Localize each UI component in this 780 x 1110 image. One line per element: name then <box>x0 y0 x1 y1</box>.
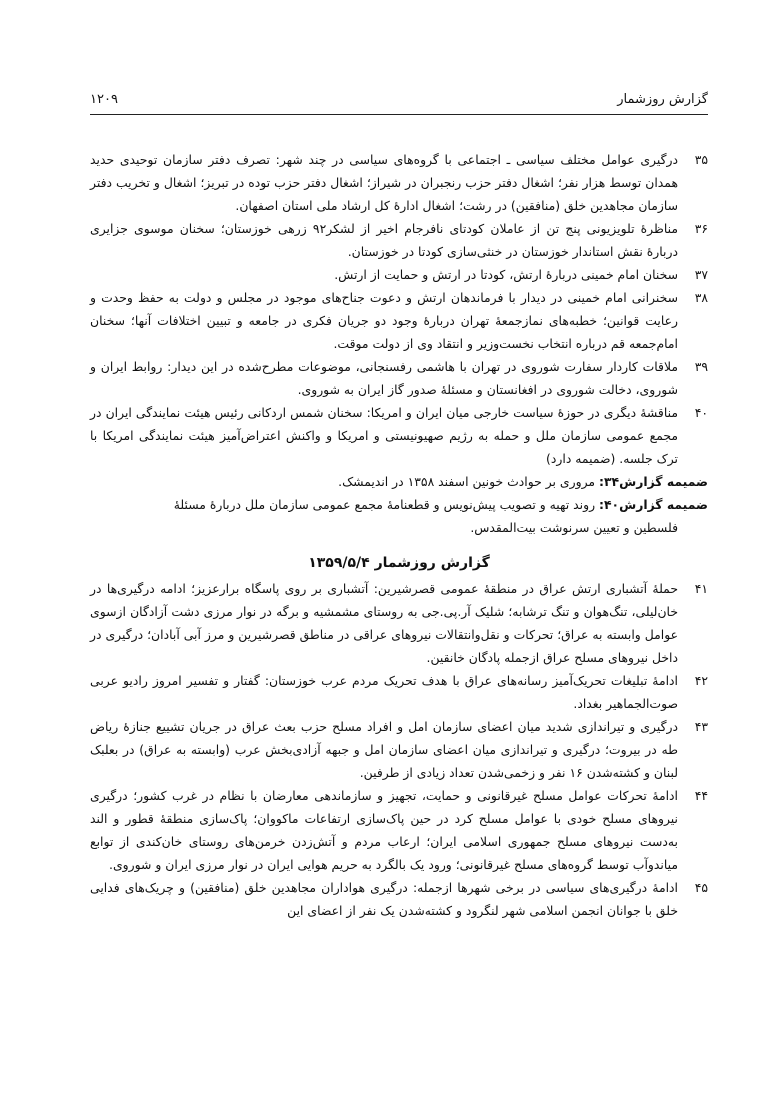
entry-text: ادامهٔ درگیری‌های سیاسی در برخی شهرها ازجمله: درگیری هواداران مجاهدین خلق (منافقین) و چریک‌های فدایی خلق با جوانان انجمن اسلامی شهر لنگرود و کشته‌شدن یک نفر از اعضای این <box>90 880 678 918</box>
list-item <box>90 148 708 217</box>
entry-number: ۴۳ <box>694 719 708 734</box>
entry-number: ۳۶ <box>694 221 708 236</box>
entry-text: مناظرهٔ تلویزیونی پنج تن از عاملان کودتای نافرجام اخیر از لشکر۹۲ زرهی خوزستان؛ سخنان موسوی جزایری دربارهٔ نقش استاندار خوزستان در خنثی‌سازی کودتا در خوزستان. <box>90 221 679 259</box>
running-header <box>90 92 708 112</box>
entry-text: درگیری عوامل مختلف سیاسی ـ اجتماعی با گروه‌های سیاسی در چند شهر: تصرف دفتر سازمان توحیدی حدید همدان توسط هزار نفر؛ اشغال دفتر حزب رنجبران در شیراز؛ اشغال دفتر حزب توده در تبریز؛ اشغال و تخریب دفتر سازمان مجاهدین خلق (منافقین) در رشت؛ اشغال ادارهٔ کل ارشاد ملی استان اصفهان. <box>90 152 678 213</box>
entry-number: ۴۰ <box>694 405 708 420</box>
entry-number: ۴۲ <box>694 673 708 688</box>
list-item <box>90 577 708 669</box>
entry-number: ۴۱ <box>694 581 708 596</box>
entry-text: ادامهٔ تحرکات عوامل مسلح غیرقانونی و حمایت، تجهیز و سازماندهی معارضان با نظام در غرب کشور؛ درگیری نیروهای مسلح خودی با عوامل مسلح کرد در حین پاک‌سازی ارتفاعات ماکووان؛ پاک‌سازی منطقهٔ قطور و الند به‌دست نیروهای مسلح جمهوری اسلامی ایران؛ ارعاب مردم و آتش‌زدن خرمن‌های روستای خان‌کندی از توابع میاندوآب توسط گروه‌های مسلح غیرقانونی؛ ورود یک بالگرد به حریم هوایی ایران در نوار مرزی ایران و شوروی. <box>90 788 678 872</box>
annex-label: ضمیمه گزارش۴۰: <box>599 497 708 512</box>
entry-number: ۴۵ <box>694 880 708 895</box>
entry-number: ۳۵ <box>694 152 708 167</box>
list-item <box>90 217 708 263</box>
list-item <box>90 876 708 922</box>
entry-text: ملاقات کاردار سفارت شوروی در تهران با هاشمی رفسنجانی، موضوعات مطرح‌شده در این دیدار: روابط ایران و شوروی، دخالت شوروی در افغانستان و مسئلهٔ صدور گاز ایران به شوروی. <box>90 359 678 397</box>
entry-list <box>90 577 708 922</box>
entry-list <box>90 148 708 470</box>
list-item <box>90 715 708 784</box>
annex-note <box>90 470 708 493</box>
list-item <box>90 669 708 715</box>
annex-note <box>90 493 708 539</box>
entry-text: سخنرانی امام خمینی در دیدار با فرماندهان ارتش و دعوت جناح‌های موجود در مجلس و دولت به حفظ وحدت و رعایت قوانین؛ خطبه‌های نمازجمعهٔ تهران دربارهٔ وجود دو جریان فکری در جامعه و تبیین اختلافات آنها؛ سخنان امام‌جمعه قم درباره انتخاب نخست‌وزیر و انتقاد وی از دولت موقت. <box>90 290 678 351</box>
entry-number: ۳۷ <box>694 267 708 282</box>
running-title: گزارش روزشمار <box>617 92 708 107</box>
list-item <box>90 401 708 470</box>
page-body <box>90 148 708 922</box>
entry-number: ۳۸ <box>694 290 708 305</box>
list-item <box>90 263 708 286</box>
annex-text: مروری بر حوادث خونین اسفند ۱۳۵۸ در اندیمشک. <box>338 474 596 489</box>
entry-number: ۳۹ <box>694 359 708 374</box>
section-title: گزارش روزشمار ۱۳۵۹/۵/۴ <box>308 555 490 571</box>
list-item <box>90 355 708 401</box>
entry-number: ۴۴ <box>694 788 708 803</box>
page-number: ۱۲۰۹ <box>90 92 118 107</box>
entry-text: مناقشهٔ دیگری در حوزهٔ سیاست خارجی میان ایران و امریکا: سخنان شمس اردکانی رئیس هیئت نمایندگی ایران در مجمع عمومی سازمان ملل و حمله به رژیم صهیونیستی و امریکا و واکنش اعتراض‌آمیز هیئت نمایندگی امریکا با ترک جلسه. (ضمیمه دارد) <box>90 405 678 466</box>
annex-text-continued: فلسطین و تعیین سرنوشت بیت‌المقدس. <box>470 520 678 535</box>
list-item <box>90 286 708 355</box>
entry-text: درگیری و تیراندازی شدید میان اعضای سازمان امل و افراد مسلح حزب بعث عراق در جریان تشییع جنازهٔ ریاض طه در بیروت؛ درگیری و تیراندازی میان اعضای سازمان امل و جبهه آزادی‌بخش عرب (وابسته به عراق) در بعلبک لبنان و کشته‌شدن ۱۶ نفر و زخمی‌شدن تعداد زیادی از طرفین. <box>90 719 678 780</box>
header-rule <box>90 114 708 115</box>
entry-text: سخنان امام خمینی دربارهٔ ارتش، کودتا در ارتش و حمایت از ارتش. <box>334 267 678 282</box>
annex-label: ضمیمه گزارش۳۴: <box>599 474 708 489</box>
list-item <box>90 784 708 876</box>
entry-text: حملهٔ آتشباری ارتش عراق در منطقهٔ عمومی قصرشیرین: آتشباری بر روی پاسگاه برارعزیز؛ ادامه درگیری‌ها در خان‌لیلی، تنگ‌هوان و تنگ ترشابه؛ شلیک آر.پی.جی به روستای مشمشیه و برگه در نوار مرزی دشت آزادگان ازسوی عوامل وابسته به عراق؛ تحرکات و نقل‌وانتقالات نیروهای عراقی در مناطق قصرشیرین و مرز آبی آبادان؛ درگیری در داخل نیروهای مسلح عراق ازجمله پادگان خانقین. <box>90 581 678 665</box>
annex-text: روند تهیه و تصویب پیش‌نویس و قطعنامهٔ مجمع عمومی سازمان ملل دربارهٔ مسئلهٔ <box>173 497 596 512</box>
entry-text: ادامهٔ تبلیغات تحریک‌آمیز رسانه‌های عراق با هدف تحریک مردم عرب خوزستان: گفتار و تفسیر امروز رادیو عربی صوت‌الجماهیر بغداد. <box>90 673 678 711</box>
